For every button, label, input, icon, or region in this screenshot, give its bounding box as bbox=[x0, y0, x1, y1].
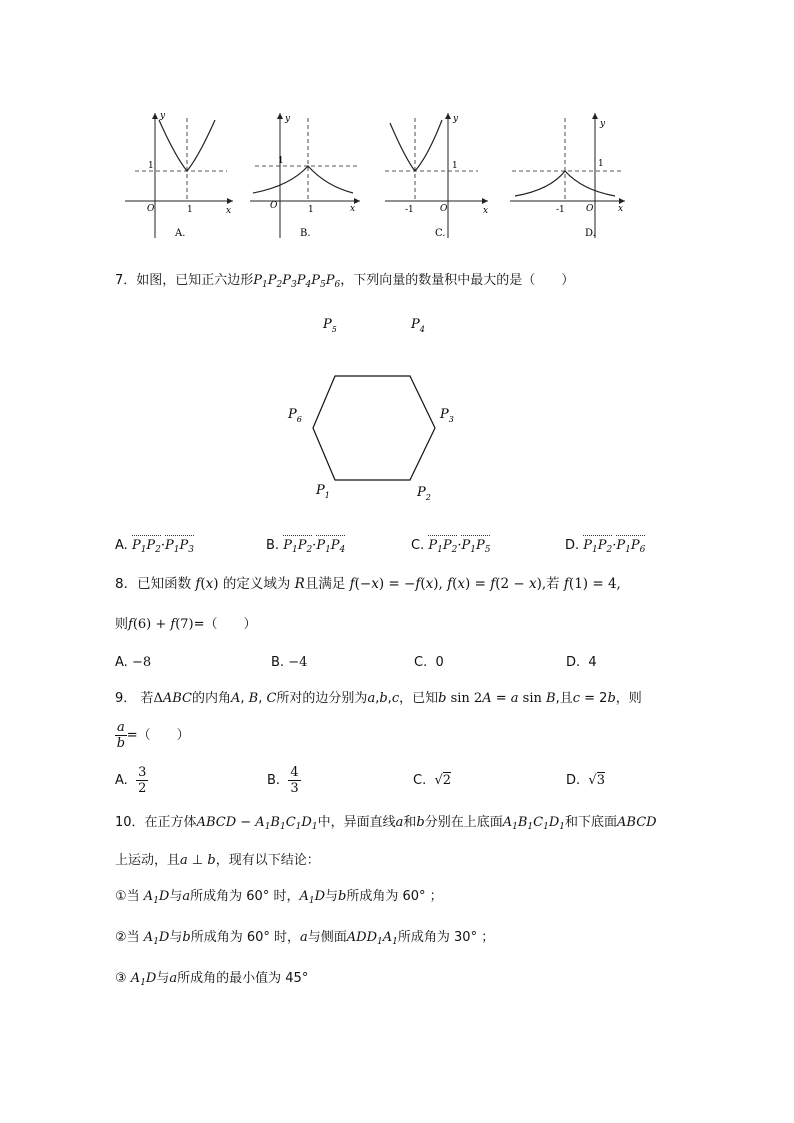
graph-d-origin: O bbox=[586, 204, 594, 214]
graph-b-origin: O bbox=[270, 201, 278, 211]
q10-text-a: 在正方体 bbox=[144, 815, 197, 830]
q9-option-b[interactable]: B. $\frac{4}{3}$ bbox=[267, 765, 299, 796]
q10-c2-c: 所成角为 60° 时， bbox=[190, 930, 301, 945]
q7-option-a[interactable]: A. $P_1P_2\cdot P_1P_3$ bbox=[115, 534, 194, 559]
q10-text-d: 分别在上底面 bbox=[424, 815, 503, 830]
function-graphs bbox=[115, 108, 645, 248]
q8-option-d-value: 4 bbox=[588, 655, 597, 670]
q8-text-d: 若 bbox=[546, 576, 560, 592]
q9-text-c: 所对的边分别为 bbox=[276, 691, 368, 706]
q10-c1-b: 与 bbox=[169, 889, 183, 904]
q9-text-a: 若 bbox=[140, 691, 154, 706]
graph-d-label: D. bbox=[585, 228, 596, 239]
hex-label-p1: $P_1$ bbox=[316, 483, 330, 500]
q8-option-a[interactable] bbox=[115, 654, 151, 672]
q8-option-b[interactable] bbox=[271, 654, 307, 672]
graph-b-label: B. bbox=[300, 228, 311, 239]
q8-option-b-label: B. bbox=[271, 655, 285, 670]
graph-d-one: 1 bbox=[598, 159, 604, 169]
hex-label-p6: $P_6$ bbox=[288, 407, 302, 424]
q10-c2-a: ②当 bbox=[115, 930, 140, 945]
q7-option-b-label: B. bbox=[266, 538, 280, 553]
q10-c2-e: 所成角为 30° ； bbox=[397, 930, 495, 945]
q8-text-c: 且满足 bbox=[304, 576, 346, 592]
q9-text-e: 且 bbox=[559, 691, 573, 706]
graph-a-one: 1 bbox=[148, 161, 154, 171]
q8-option-c[interactable] bbox=[414, 654, 444, 672]
hex-label-p5: $P_5$ bbox=[323, 317, 337, 334]
q8-option-c-value: 0 bbox=[435, 655, 444, 670]
q8-text-a: 已知函数 bbox=[137, 576, 192, 592]
q10-c3-a: ③ bbox=[115, 971, 127, 986]
graph-c-origin: O bbox=[440, 204, 448, 214]
q7-text-b: ，下列向量的数量积中最大的是（ ） bbox=[340, 273, 575, 288]
q10-c1-e: 所成角为 60° ； bbox=[346, 889, 443, 904]
q8-option-d[interactable] bbox=[566, 654, 597, 672]
q7-option-b[interactable]: B. $P_1P_2\cdot P_1P_4$ bbox=[266, 534, 345, 559]
q10-text-e: 和下底面 bbox=[565, 815, 618, 830]
q10-text-c: 和 bbox=[403, 815, 417, 830]
q9-stem: 9． 若ΔABC的内角A, B, C所对的边分别为a,b,c，已知b sin 2A = a sin B,且c = 2b，则 bbox=[115, 691, 642, 706]
hexagon-figure bbox=[280, 310, 470, 510]
q9-option-b-label: B. bbox=[267, 773, 281, 788]
q8-text-f: =（ ） bbox=[193, 617, 257, 632]
hex-label-p3: $P_3$ bbox=[440, 407, 454, 424]
q8-option-d-label: D. bbox=[566, 655, 581, 670]
q10-c1-d: 与 bbox=[325, 889, 339, 904]
q9-number: 9． bbox=[115, 691, 137, 706]
graph-c-label: C. bbox=[435, 228, 446, 239]
q9-option-a[interactable]: A. $\frac{3}{2}$ bbox=[115, 765, 147, 796]
q10-c1-c: 所成角为 60° 时， bbox=[190, 889, 300, 904]
q7-hexagon-name: $P_1P_2P_3P_4P_5P_6$ bbox=[253, 273, 341, 290]
q9-option-d-label: D. bbox=[566, 773, 581, 788]
q9-ask: $\frac{a}{b}$ =（ ） bbox=[116, 720, 190, 751]
hex-label-p4: $P_4$ bbox=[411, 317, 425, 334]
q10-text-g: ，现有以下结论： bbox=[215, 853, 320, 868]
q10-text-b: 中，异面直线 bbox=[317, 815, 396, 830]
q10-number: 10． bbox=[115, 815, 145, 830]
hexagon-shape bbox=[313, 376, 435, 480]
graph-d-xneg: -1 bbox=[556, 205, 565, 215]
q7-option-c-label: C. bbox=[411, 538, 425, 553]
q9-text-g: =（ ） bbox=[126, 728, 190, 743]
q8-option-c-label: C. bbox=[414, 655, 428, 670]
q8-line1: 8．已知函数 f(x) 的定义域为 R且满足 f(−x) = −f(x), f(x) = f(2 − x),若 f(1) = 4, bbox=[115, 576, 621, 592]
q8-option-b-value: −4 bbox=[288, 655, 308, 670]
q8-line2: 则f(6) + f(7)=（ ） bbox=[115, 617, 257, 632]
graph-a-y: y bbox=[160, 111, 166, 121]
graph-b-x: x bbox=[350, 204, 356, 214]
q9-option-d[interactable]: D. √3 bbox=[566, 773, 605, 788]
graph-b bbox=[250, 113, 360, 239]
q7-stem bbox=[115, 272, 574, 294]
graph-a-label: A. bbox=[175, 228, 186, 239]
q10-conclusion-3: ③ $A_1D$与a所成角的最小值为 45° bbox=[115, 971, 309, 988]
q7-number: 7． bbox=[115, 273, 137, 288]
graph-c bbox=[385, 113, 488, 239]
q10-line2: 上运动，且a ⊥ b，现有以下结论： bbox=[115, 853, 320, 868]
q8-option-a-value: −8 bbox=[131, 655, 152, 670]
graph-c-one: 1 bbox=[452, 161, 458, 171]
q7-option-c[interactable]: C. $P_1P_2\cdot P_1P_5$ bbox=[411, 534, 490, 559]
q10-c2-d: 与侧面 bbox=[307, 930, 347, 945]
q10-c3-b: 与 bbox=[156, 971, 170, 986]
graph-b-one: 1 bbox=[278, 156, 284, 166]
q10-c3-c: 所成角的最小值为 45° bbox=[177, 971, 309, 986]
q8-option-a-label: A. bbox=[115, 655, 128, 670]
graph-a-xone: 1 bbox=[187, 205, 193, 215]
q10-text-f: 上运动，且 bbox=[115, 853, 181, 868]
q8-text-e: 则 bbox=[115, 617, 129, 632]
q9-option-c[interactable]: C. √2 bbox=[413, 773, 452, 788]
q10-conclusion-1: ①当 $A_1D$与a所成角为 60° 时，$A_1D$与b所成角为 60° ； bbox=[115, 889, 443, 906]
graph-b-xone: 1 bbox=[308, 205, 314, 215]
q10-line1: 10．在正方体ABCD − $A_1B_1C_1D_1$中，异面直线a和b分别在上底面$A_1B_1C_1D_1$和下底面ABCD bbox=[115, 815, 657, 832]
graph-c-x: x bbox=[483, 206, 489, 216]
graph-b-y: y bbox=[285, 114, 291, 124]
q7-option-a-label: A. bbox=[115, 538, 128, 553]
q8-text-b: 的定义域为 bbox=[222, 576, 291, 592]
q7-option-d[interactable]: D. $P_1P_2\cdot P_1P_6$ bbox=[565, 534, 645, 559]
q9-text-b: 的内角 bbox=[191, 691, 231, 706]
q9-text-d: ，已知 bbox=[399, 691, 439, 706]
graph-a bbox=[125, 111, 233, 239]
graph-d-y: y bbox=[600, 119, 606, 129]
q9-option-c-label: C. bbox=[413, 773, 427, 788]
q9-text-f: ，则 bbox=[615, 691, 642, 706]
graph-d bbox=[510, 113, 625, 239]
q9-option-a-label: A. bbox=[115, 773, 128, 788]
hex-label-p2: $P_2$ bbox=[417, 485, 431, 502]
graph-c-y: y bbox=[453, 114, 459, 124]
q10-conclusion-2: ②当 $A_1D$与b所成角为 60° 时，a与侧面$ADD_1A_1$所成角为 30° ； bbox=[115, 930, 495, 947]
q7-option-d-label: D. bbox=[565, 538, 580, 553]
q10-c2-b: 与 bbox=[169, 930, 183, 945]
q8-number: 8． bbox=[115, 576, 138, 592]
graph-c-xneg: -1 bbox=[405, 205, 414, 215]
graph-a-x: x bbox=[226, 206, 232, 216]
q10-c1-a: ①当 bbox=[115, 889, 140, 904]
q7-text-a: 如图，已知正六边形 bbox=[136, 273, 254, 288]
graph-d-x: x bbox=[618, 204, 624, 214]
graph-a-origin: O bbox=[147, 204, 155, 214]
